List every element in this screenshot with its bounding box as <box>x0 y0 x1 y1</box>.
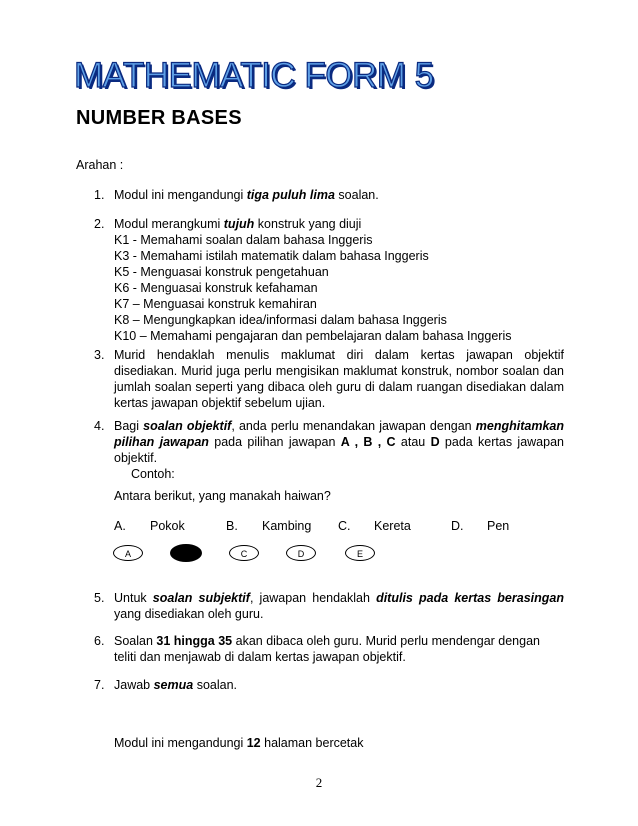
instruction-item-5: Untuk soalan subjektif, jawapan hendaklah ditulis pada kertas berasingan yang disediakan oleh guru. <box>114 591 564 621</box>
instruction-item-1: Modul ini mengandungi tiga puluh lima soalan. <box>114 188 379 202</box>
item-number: 1. <box>94 188 105 202</box>
document-title: MATHEMATIC FORM 5 <box>74 56 434 95</box>
option-text: Kereta <box>374 519 411 533</box>
construct-line: K10 – Memahami pengajaran dan pembelajaran dalam bahasa Inggeris <box>114 329 512 343</box>
construct-line: K8 – Mengungkapkan idea/informasi dalam bahasa Inggeris <box>114 313 447 327</box>
option-text: Pokok <box>150 519 185 533</box>
instruction-item-4: Bagi soalan objektif, anda perlu menandakan jawapan dengan menghitamkan pilihan jawapan pada pilihan jawapan A , B , C atau D pada kertas jawapan objektif. Contoh: <box>114 419 564 481</box>
instruction-item-6: Soalan 31 hingga 35 akan dibaca oleh guru. Murid perlu mendengar dengan teliti dan menjawab di dalam kertas jawapan objektif. <box>114 634 540 664</box>
construct-line: K1 - Memahami soalan dalam bahasa Inggeris <box>114 233 373 247</box>
item-number: 3. <box>94 348 105 362</box>
answer-bubble-a: A <box>113 545 143 561</box>
item-number: 5. <box>94 591 105 605</box>
option-text: Kambing <box>262 519 312 533</box>
construct-line: K5 - Menguasai konstruk pengetahuan <box>114 265 329 279</box>
instruction-item-7: Jawab semua soalan. <box>114 678 237 692</box>
example-label: Contoh: <box>131 467 175 481</box>
instruction-item-2: Modul merangkumi tujuh konstruk yang diuji K1 - Memahami soalan dalam bahasa Inggeris K3 - Memahami istilah matematik dalam bahasa Inggeris K5 - Menguasai konstruk pengetahuan K6 - Menguasai konstruk kefahaman K7 – Menguasai konstruk kemahiran K8 – Mengungkapkan idea/informasi dalam bahasa Inggeris K10 – Memahami pengajaran dan pembelajaran dalam bahasa Inggeris <box>114 217 512 343</box>
answer-bubble-filled <box>170 544 202 562</box>
document-subtitle: NUMBER BASES <box>76 107 242 129</box>
option-letter: D. <box>451 519 464 533</box>
construct-line: K7 – Menguasai konstruk kemahiran <box>114 297 317 311</box>
page-number: 2 <box>315 775 323 790</box>
item-number: 4. <box>94 419 105 433</box>
construct-line: K3 - Memahami istilah matematik dalam bahasa Inggeris <box>114 249 429 263</box>
option-letter: B. <box>226 519 238 533</box>
option-letter: A. <box>114 519 126 533</box>
option-text: Pen <box>487 519 510 533</box>
option-letter: C. <box>338 519 351 533</box>
instructions-heading: Arahan : <box>76 158 124 172</box>
instruction-item-3: Murid hendaklah menulis maklumat diri dalam kertas jawapan objektif disediakan. Murid juga perlu mengisikan maklumat konstruk, nombor soalan dan jumlah soalan seperti yang dibaca oleh guru di dalam ruangan disediakan dalam kertas jawapan objektif sebelum ujian. <box>114 348 564 410</box>
item-number: 7. <box>94 678 105 692</box>
answer-bubble-d: D <box>286 545 316 561</box>
item-number: 2. <box>94 217 105 231</box>
item-number: 6. <box>94 634 105 648</box>
example-question: Antara berikut, yang manakah haiwan? <box>114 489 331 503</box>
answer-bubble-e: E <box>345 545 375 561</box>
construct-line: K6 - Menguasai konstruk kefahaman <box>114 281 318 295</box>
page-count-note: Modul ini mengandungi 12 halaman bercetak <box>114 736 364 750</box>
answer-bubble-c: C <box>229 545 259 561</box>
